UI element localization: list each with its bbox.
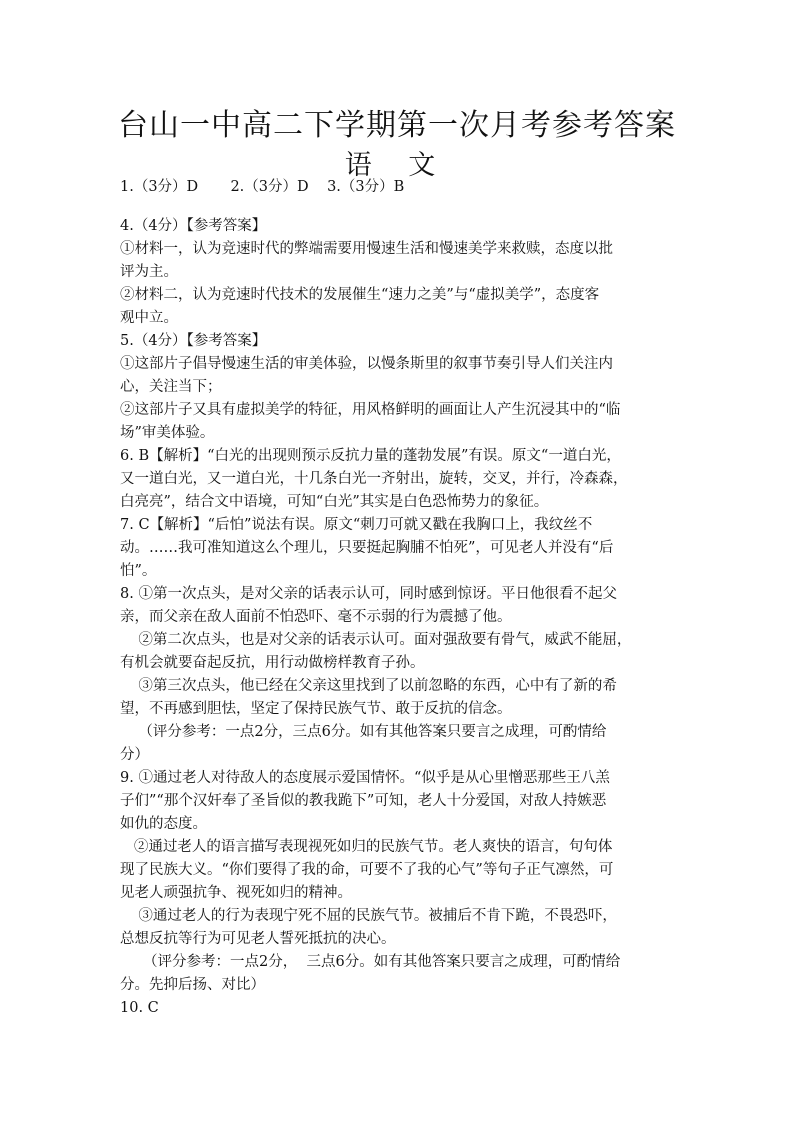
answer-line: 8. ①第一次点头，是对父亲的话表示认可，同时感到惊讶。平日他很看不起父 <box>120 586 617 602</box>
answer-line: 亲，而父亲在敌人面前不怕恐吓、毫不示弱的行为震撼了他。 <box>120 609 512 625</box>
answer-line: ②这部片子又具有虚拟美学的特征，用风格鲜明的画面让人产生沉浸其中的“临 <box>120 402 621 418</box>
answer-line: ①这部片子倡导慢速生活的审美体验，以慢条斯里的叙事节奏引导人们关注内 <box>120 356 613 372</box>
answer-line: 怕”。 <box>120 563 157 579</box>
answer-line: ③通过老人的行为表现宁死不屈的民族气节。被捕后不肯下跪，不畏恐吓， <box>120 908 617 924</box>
answer-line: 有机会就要奋起反抗，用行动做榜样教育子孙。 <box>120 655 425 671</box>
answer-line: 观中立。 <box>120 310 178 326</box>
answer-line: （评分参考：一点2分，三点6分。如有其他答案只要言之成理，可酌情给 <box>120 724 607 740</box>
answer-line: 10. C <box>120 1000 159 1016</box>
answer-line: 子们”“那个汉奸奉了圣旨似的教我跪下”可知，老人十分爱国，对敌人持嫉恶 <box>120 793 607 809</box>
answer-lines <box>120 215 685 1020</box>
answer-body <box>120 176 685 1020</box>
answer-line: 望，不再感到胆怯，坚定了保持民族气节、敢于反抗的信念。 <box>120 701 512 717</box>
answer-line: 动。……我可准知道这么个理儿，只要挺起胸脯不怕死”，可见老人并没有“后 <box>120 540 614 556</box>
answer-line: ②通过老人的语言描写表现视死如归的民族气节。老人爽快的语言，句句体 <box>120 839 613 855</box>
mcq-answers-line: 1.（3分）D 2.（3分）D 3.（3分）B <box>120 179 405 195</box>
document-title: 台山一中高二下学期第一次月考参考答案 <box>118 108 676 143</box>
answer-line: 评为主。 <box>120 264 178 280</box>
answer-line: 总想反抗等行为可见老人誓死抵抗的决心。 <box>120 931 396 947</box>
answer-line: 4.（4分）【参考答案】 <box>120 218 267 234</box>
answer-line: 如仇的态度。 <box>120 816 207 832</box>
answer-line: 9. ①通过老人对待敌人的态度展示爱国情怀。“似乎是从心里憎恶那些王八羔 <box>120 770 610 786</box>
answer-line: 5.（4分）【参考答案】 <box>120 333 267 349</box>
answer-line: ①材料一，认为竞速时代的弊端需要用慢速生活和慢速美学来救赎，态度以批 <box>120 241 613 257</box>
answer-line: 分。先抑后扬、对比） <box>120 977 265 993</box>
answer-line: 现了民族大义。“你们要得了我的命，可要不了我的心气”等句子正气凛然，可 <box>120 862 614 878</box>
answer-line: 6. B【解析】“白光的出现则预示反抗力量的蓬勃发展”有误。原文“一道白光， <box>120 448 621 464</box>
answer-line: 心，关注当下； <box>120 379 222 395</box>
answer-line: 分） <box>120 747 149 763</box>
answer-line: （评分参考：一点2分， 三点6分。如有其他答案只要言之成理，可酌情给 <box>120 954 621 970</box>
answer-line: 场”审美体验。 <box>120 425 215 441</box>
answer-line: 见老人顽强抗争、视死如归的精神。 <box>120 885 352 901</box>
answer-line: 又一道白光，又一道白光，十几条白光一齐射出，旋转，交叉，并行，冷森森， <box>120 471 628 487</box>
answer-line: ②材料二，认为竞速时代技术的发展催生“速力之美”与“虚拟美学”，态度客 <box>120 287 600 303</box>
answer-line: 7. C【解析】“后怕”说法有误。原文“刺刀可就又戳在我胸口上，我纹丝不 <box>120 517 593 533</box>
answer-line: ②第二次点头，也是对父亲的话表示认可。面对强敌要有骨气，威武不能屈， <box>120 632 632 648</box>
answer-line: ③第三次点头，他已经在父亲这里找到了以前忽略的东西，心中有了新的希 <box>120 678 617 694</box>
spacer <box>120 199 685 215</box>
answer-line: 白亮亮”，结合文中语境，可知“白光”其实是白色恐怖势力的象征。 <box>120 494 549 510</box>
subject-heading: 语 文 <box>344 150 450 181</box>
